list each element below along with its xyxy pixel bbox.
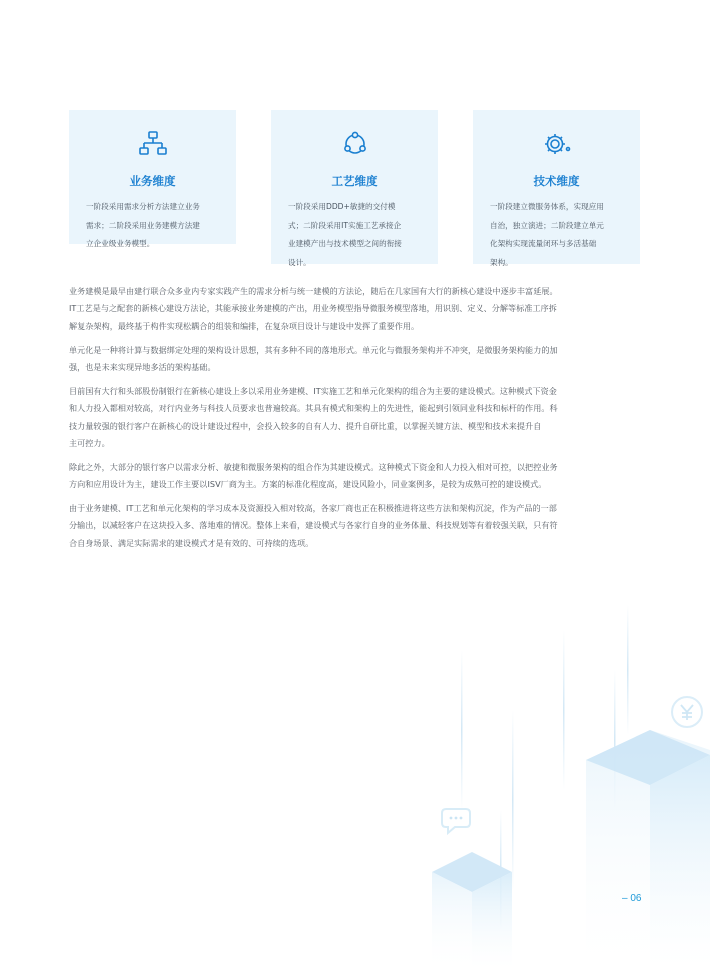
paragraph-line: 方向和应用设计为主，建设工作主要以ISV厂商为主。方案的标准化程度高，建设风险小，同业案例多，是较为成熟可控的建设模式。 [69, 479, 547, 490]
paragraph-line: 解复杂架构，最终基于构件实现松耦合的组装和编排，在复杂项目设计与建设中发挥了重要作用。 [69, 320, 420, 331]
paragraph-line: 和人力投入都相对较高，对行内业务与科技人员要求也普遍较高。其具有模式和架构上的先进性，能起到引领同业科技和标杆的作用。科 [69, 403, 558, 414]
paragraph-line: 分输出，以减轻客户在这块投入多、落地难的情况。整体上来看，建设模式与各家行自身的业务体量、科技规划等有着较强关联，只有符 [69, 520, 558, 531]
card-line: 式；二阶段采用IT实施工艺承接企 [288, 220, 402, 230]
gear-icon [473, 128, 640, 160]
card-line: 立企业级业务模型。 [86, 239, 155, 248]
card-title: 业务维度 [129, 174, 176, 188]
card-line: 一阶段采用需求分析方法建立业务 [86, 202, 200, 211]
card-line: 化架构实现流量闭环与多活基础 [490, 239, 597, 248]
paragraph-line: 技力量较强的银行客户在新核心的设计建设过程中，会投入较多的自有人力、提升自研比重，以掌握关键方法、模型和技术来提升自 [69, 420, 542, 431]
card-line: 一阶段采用DDD+敏捷的交付模 [288, 202, 396, 211]
card-line: 一阶段建立微服务体系，实现应用 [490, 202, 604, 211]
org-chart-icon [69, 128, 236, 160]
process-cycle-icon [271, 128, 438, 160]
paragraph [69, 459, 644, 494]
card-line: 业建模产出与技术模型之间的衔接 [288, 239, 402, 248]
paragraph-line: 业务建模是最早由建行联合众多业内专家实践产生的需求分析与统一建模的方法论，随后在几家国有大行的新核心建设中逐步丰富延展。 [69, 286, 558, 296]
card-description [86, 198, 224, 254]
paragraph-line: 单元化是一种将计算与数据绑定处理的架构设计思想，其有多种不同的落地形式。单元化与微服务架构并不冲突，是微服务架构能力的加 [69, 345, 558, 355]
card-business [69, 110, 236, 248]
paragraph [69, 342, 644, 377]
card-line: 架构。 [490, 257, 513, 267]
card-line: 设计。 [288, 257, 311, 267]
card-title: 工艺维度 [331, 174, 378, 188]
paragraph-line: 合自身场景、满足实际需求的建设模式才是有效的、可持续的选项。 [69, 537, 314, 548]
chat-bubble-icon [442, 809, 470, 833]
paragraph-line: 由于业务建模、IT工艺和单元化架构的学习成本及资源投入相对较高，各家厂商也正在积极推进将这些方法和架构沉淀，作为产品的一部 [69, 503, 557, 513]
paragraph-line: 主可控力。 [69, 437, 110, 448]
paragraph [69, 383, 644, 452]
paragraph [69, 500, 644, 552]
paragraph [69, 283, 644, 335]
card-description [490, 198, 628, 272]
yuan-coin-icon [672, 697, 702, 727]
paragraph-line: IT工艺是与之配套的新核心建设方法论，其能承接业务建模的产出，用业务模型指导微服务模型落地，用识别、定义、分解等标准工序拆 [69, 303, 557, 314]
card-title: 技术维度 [533, 174, 580, 188]
card-line: 需求；二阶段采用业务建模方法建 [86, 220, 200, 230]
card-line: 自治，独立演进；二阶段建立单元 [490, 220, 604, 230]
card-description [288, 198, 426, 272]
card-technology [473, 110, 640, 267]
card-process [271, 110, 438, 267]
paragraph-line: 强，也是未来实现异地多活的架构基础。 [69, 362, 216, 373]
page-number: – 06 [622, 893, 642, 904]
decorative-illustration [400, 590, 710, 969]
paragraph-line: 除此之外，大部分的银行客户以需求分析、敏捷和微服务架构的组合作为其建设模式。这种模式下资金和人力投入相对可控，以把控业务 [69, 462, 558, 472]
paragraph-line: 目前国有大行和头部股份制银行在新核心建设上多以采用业务建模、IT实施工艺和单元化架构的组合为主要的建设模式。这种模式下资金 [69, 386, 557, 396]
